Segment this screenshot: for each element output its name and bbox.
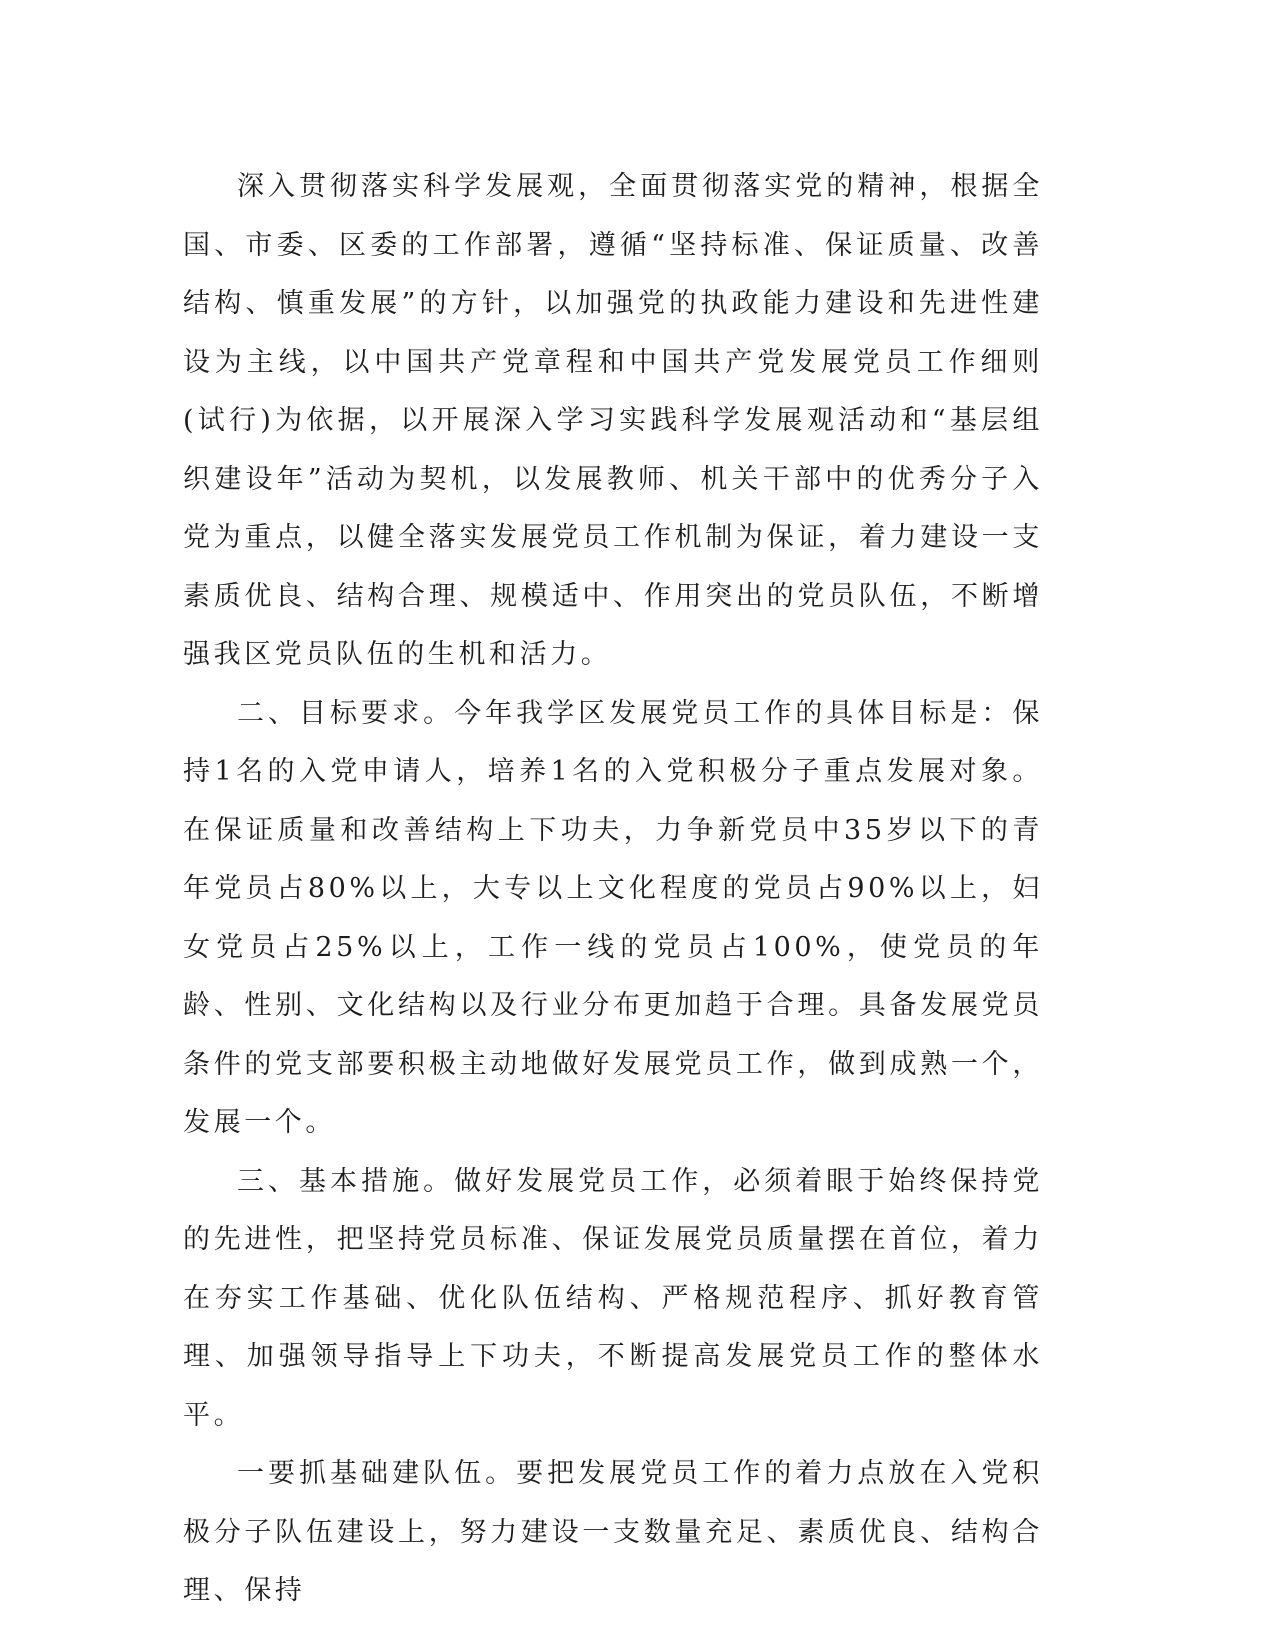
paragraph-basic-measures: 三、基本措施。做好发展党员工作，必须着眼于始终保持党的先进性，把坚持党员标准、保证发展党员质量摆在首位，着力在夯实工作基础、优化队伍结构、严格规范程序、抓好教育管理、加强领导指导上下功夫，不断提高发展党员工作的整体水平。: [183, 1165, 1043, 1431]
paragraph-guiding-ideology: 深入贯彻落实科学发展观，全面贯彻落实党的精神，根据全国、市委、区委的工作部署，遵循“坚持标准、保证质量、改善结构、慎重发展”的方针，以加强党的执政能力建设和先进性建设为主线，以中国共产党章程和中国共产党发展党员工作细则(试行)为依据，以开展深入学习实践科学发展观活动和“基层组织建设年”活动为契机，以发展教师、机关干部中的优秀分子入党为重点，以健全落实发展党员工作机制为保证，着力建设一支素质优良、结构合理、规模适中、作用突出的党员队伍，不断增强我区党员队伍的生机和活力。: [183, 171, 1043, 670]
paragraph-target-requirements: 二、目标要求。今年我学区发展党员工作的具体目标是：保持1名的入党申请人，培养1名的入党积极分子重点发展对象。在保证质量和改善结构上下功夫，力争新党员中35岁以下的青年党员占80%以上，大专以上文化程度的党员占90%以上，妇女党员占25%以上，工作一线的党员占100%，使党员的年龄、性别、文化结构以及行业分布更加趋于合理。具备发展党员条件的党支部要积极主动地做好发展党员工作，做到成熟一个，发展一个。: [183, 697, 1043, 1138]
paragraph-build-foundation: 一要抓基础建队伍。要把发展党员工作的着力点放在入党积极分子队伍建设上，努力建设一支数量充足、素质优良、结构合理、保持: [183, 1458, 1043, 1606]
document-body: [183, 158, 1043, 1621]
